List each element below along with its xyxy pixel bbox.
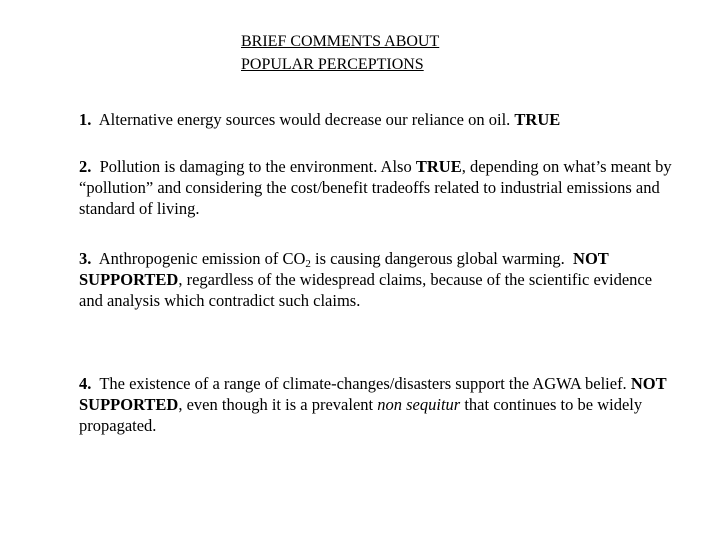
slide-title [241, 30, 439, 76]
item-verdict: TRUE [514, 110, 561, 129]
title-line-2: POPULAR PERCEPTIONS [241, 56, 424, 73]
perception-item-1 [79, 109, 679, 130]
item-rest: , even though it is a prevalent [178, 395, 374, 414]
item-verdict: TRUE [415, 157, 462, 176]
item-text: Anthropogenic emission of CO [98, 249, 306, 268]
title-line-1: BRIEF COMMENTS ABOUT [241, 33, 440, 50]
item-rest-continued: that continues to be widely propagated. [79, 395, 643, 435]
item-verdict: NOT SUPPORTED [79, 249, 609, 289]
perception-item-2 [79, 156, 679, 219]
item-number: 3. [79, 249, 92, 268]
item-text: Pollution is damaging to the environment. Also [99, 157, 412, 176]
item-number: 1. [79, 110, 92, 129]
item-text: Alternative energy sources would decrease our reliance on oil. [98, 110, 511, 129]
item-number: 2. [79, 157, 92, 176]
item-number: 4. [79, 374, 92, 393]
item-text-continued: is causing dangerous global warming. [315, 249, 565, 268]
item-rest: , regardless of the widespread claims, because of the scientific evidence and analysis which contradict such claims. [79, 270, 653, 310]
co2-subscript: 2 [305, 258, 311, 270]
item-rest: , depending on what’s meant by “pollution” and considering the cost/benefit tradeoffs related to industrial emissions and standard of living. [79, 157, 672, 218]
item-text: The existence of a range of climate-changes/disasters support the AGWA belief. [99, 374, 627, 393]
item-verdict: NOT SUPPORTED [79, 374, 667, 414]
perception-item-4 [79, 373, 679, 436]
perception-item-3 [79, 248, 679, 311]
item-italic-term: non sequitur [377, 395, 461, 414]
